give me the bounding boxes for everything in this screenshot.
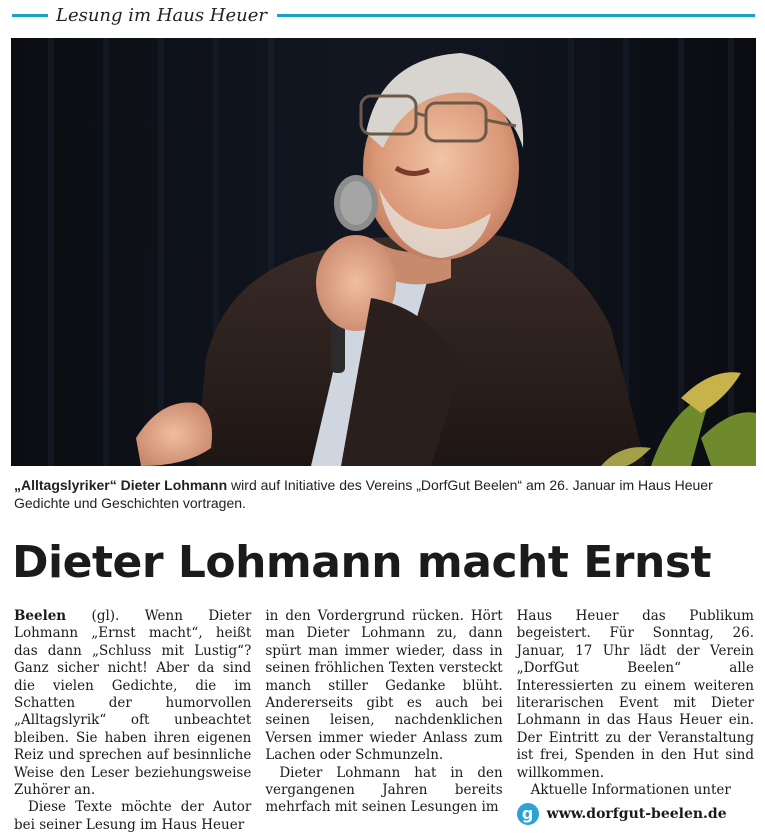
kicker-label: Lesung im Haus Heuer	[56, 4, 267, 26]
dateline: Beelen	[14, 608, 67, 624]
website-reference	[517, 803, 754, 825]
kicker-rule-left	[12, 14, 48, 17]
article-body	[14, 608, 754, 834]
paragraph	[14, 608, 251, 799]
paragraph-text: (gl). Wenn Dieter Lohmann „Ernst macht“, heißt das dann „Schluss mit Lustig“? Ganz sicher nicht! Aber da sind die vielen Gedichte, die im Schatten der humorvollen „Alltagslyrik“ oft unbeachtet bleiben. Sie haben ihren eigenen Reiz und sprechen auf besinnliche Weise den Leser beziehungsweise Zuhörer an.	[14, 608, 252, 799]
kicker-rule-right	[277, 14, 755, 17]
paragraph: Aktuelle Informationen unter	[530, 782, 731, 799]
web-icon: g	[517, 803, 539, 825]
paragraph: Haus Heuer das Publikum begeistert. Für Sonntag, 26. Januar, 17 Uhr lädt der Verein „DorfGut Beelen“ alle Interessierten zu einem weiteren literarischen Event mit Dieter Lohmann in das Haus Heuer ein. Der Eintritt zu der Veranstaltung ist frei, Spenden in den Hut sind willkommen.	[516, 608, 754, 781]
website-link[interactable]: www.dorfgut-beelen.de	[546, 805, 727, 822]
paragraph: Dieter Lohmann hat in den vergangenen Jahren bereits mehrfach mit seinen Lesungen im	[265, 764, 503, 816]
paragraph: Diese Texte möchte der Autor bei seiner Lesung im Haus Heuer	[14, 799, 252, 833]
caption-text: wird auf Initiative des Vereins „DorfGut Beelen“ am 26. Januar im Haus Heuer Gedichte und Geschichten vortragen.	[14, 477, 713, 511]
portrait-photo	[11, 38, 756, 466]
article-column-3	[517, 608, 754, 834]
kicker-bar	[12, 4, 755, 26]
article-photo	[11, 38, 756, 466]
article-column-1	[14, 608, 251, 834]
paragraph: in den Vordergrund rücken. Hört man Dieter Lohmann zu, dann spürt man immer wieder, dass in seinen fröhlichen Texten versteckt manch stiller Gedanke blüht. Andererseits gibt es auch bei seinen leisen, nachdenklichen Versen immer wieder Anlass zum Lachen oder Schmunzeln.	[265, 608, 503, 764]
photo-caption	[14, 476, 754, 512]
article-column-2	[265, 608, 502, 834]
caption-lead: „Alltagslyriker“ Dieter Lohmann	[14, 477, 228, 493]
headline: Dieter Lohmann macht Ernst	[12, 537, 712, 588]
